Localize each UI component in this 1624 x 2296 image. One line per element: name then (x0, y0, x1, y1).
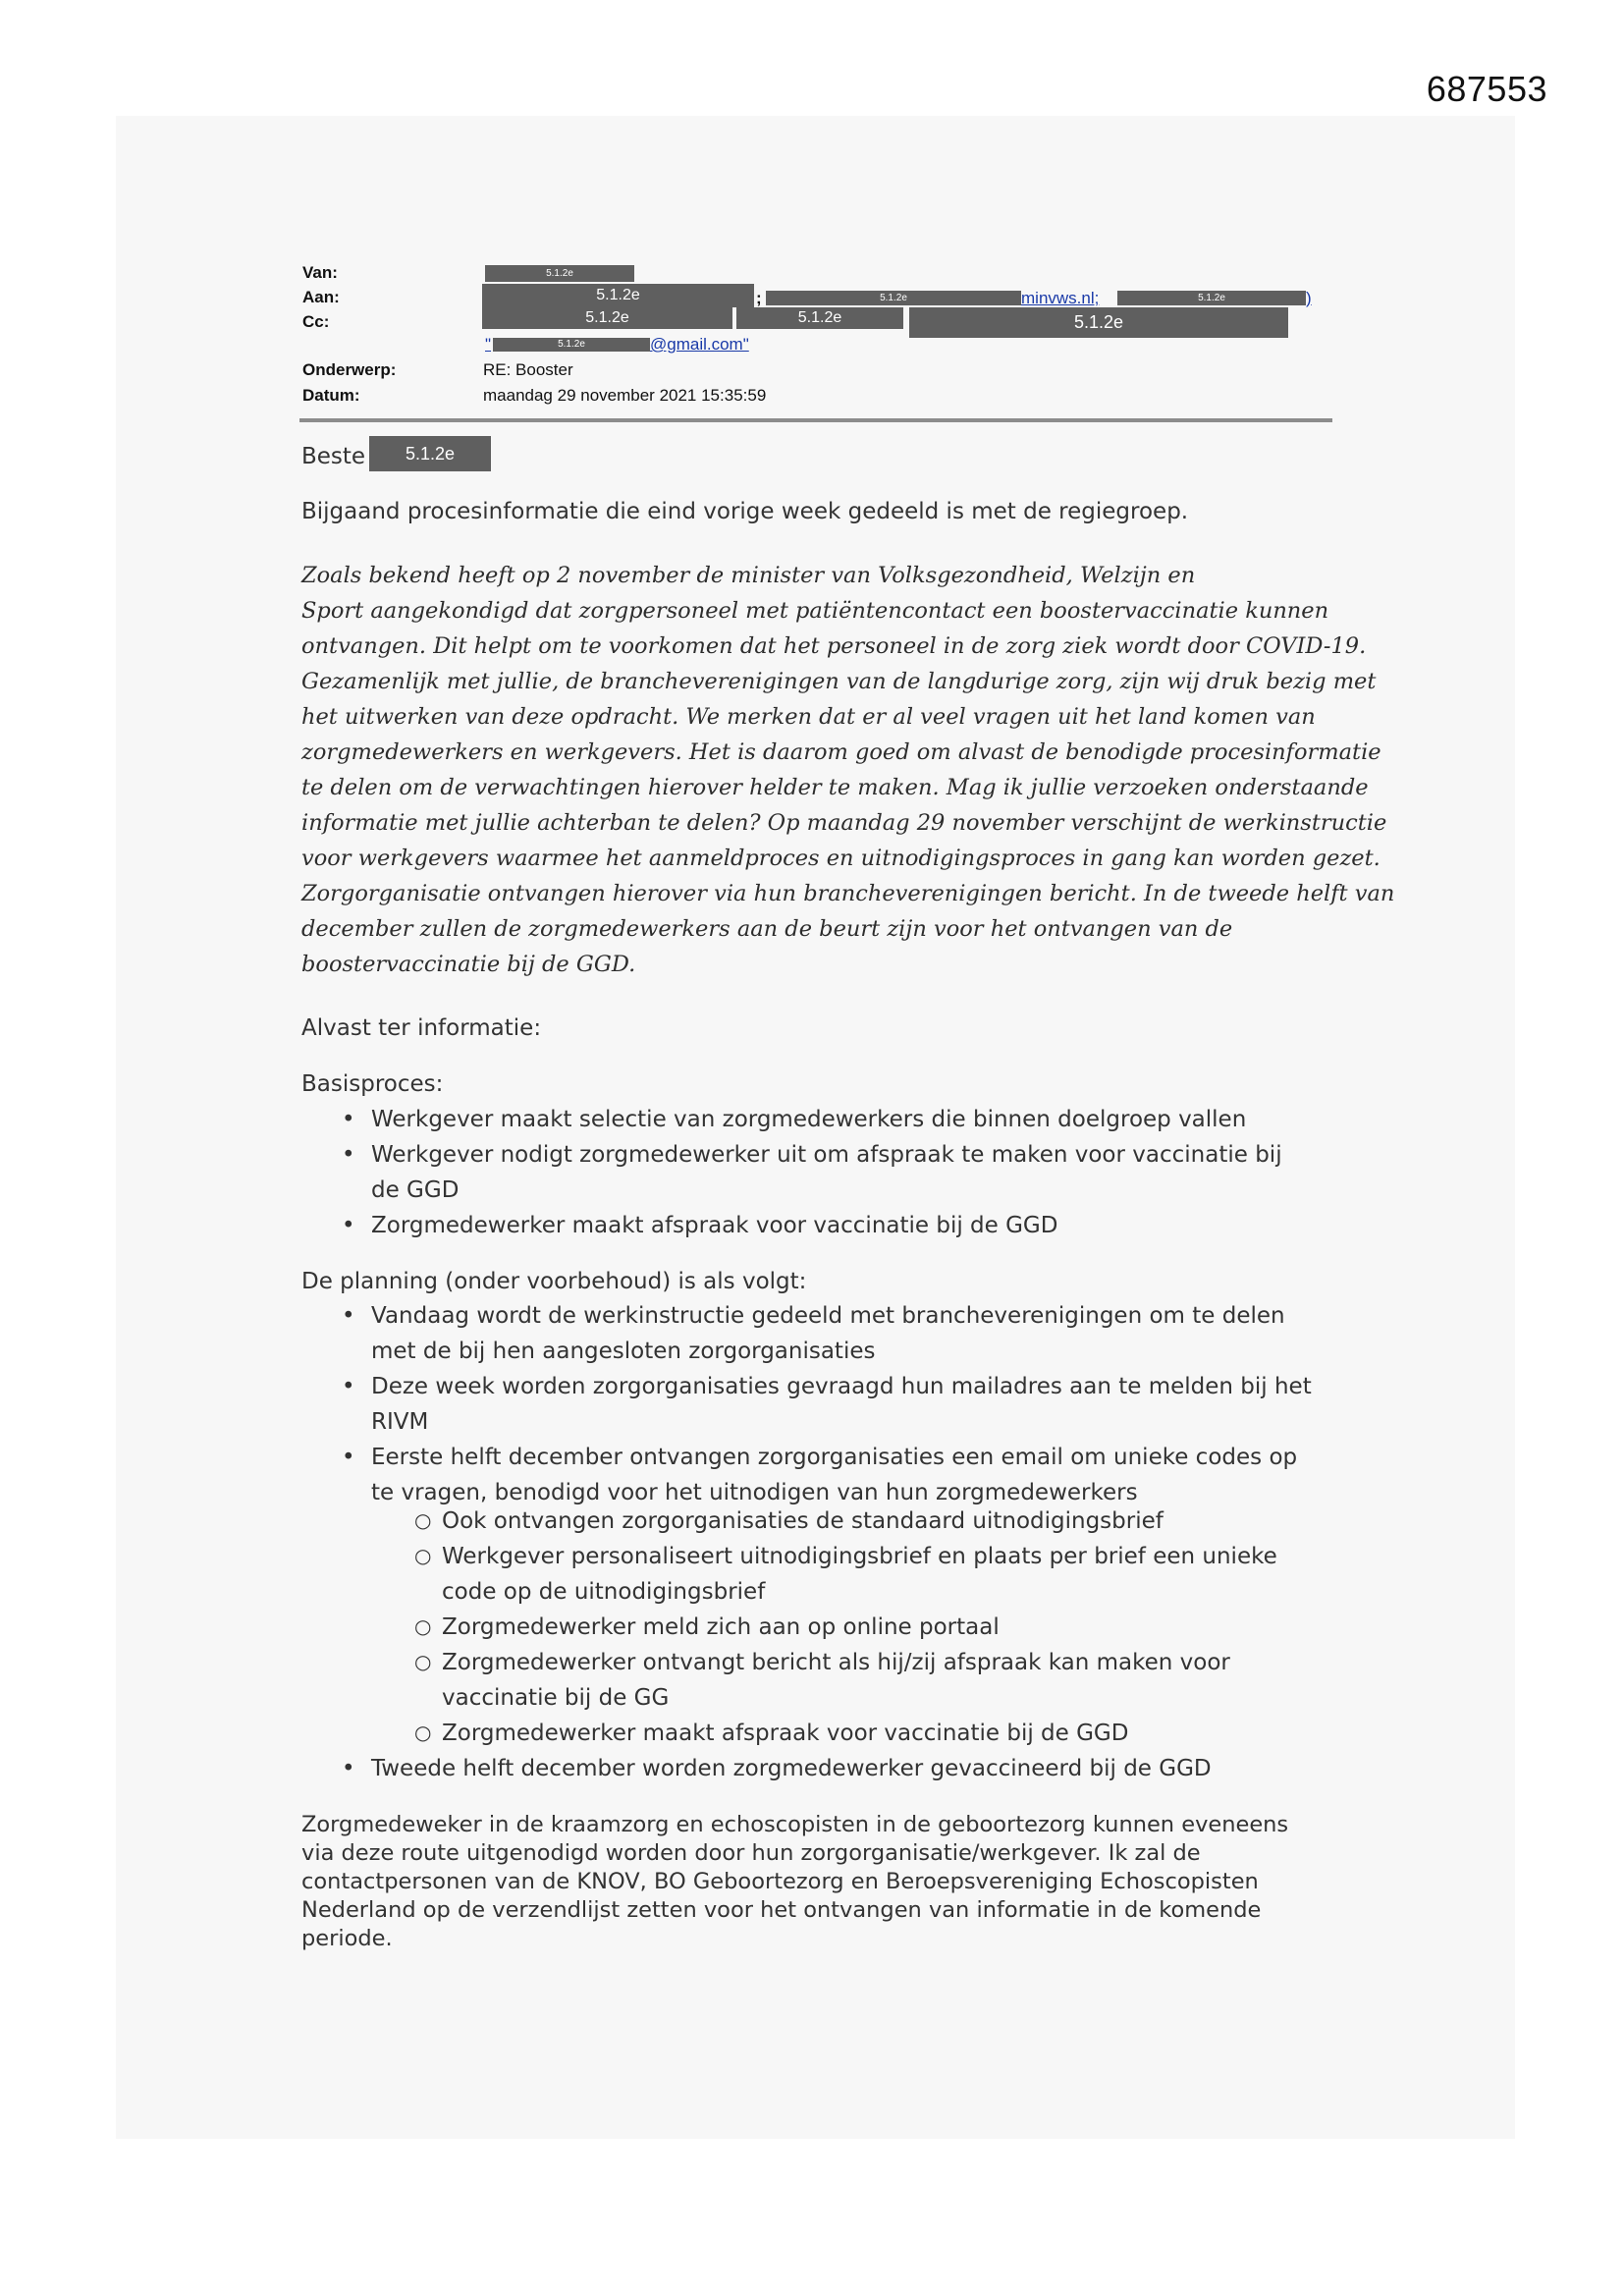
italic-line: ontvangen. Dit helpt om te voorkomen dat het personeel in de zorg ziek wordt door COVID-19. (301, 633, 1367, 659)
aan-label: Aan: (302, 288, 340, 306)
cc-email-link[interactable]: @gmail.com" (650, 335, 749, 354)
italic-paragraph (301, 558, 1395, 982)
sub-list-item: ○ Zorgmedewerker ontvangt bericht als hij/zij afspraak kan maken voor vaccinatie bij de GG (442, 1645, 1326, 1716)
list-item: • Eerste helft december ontvangen zorgorganisaties een email om unieke codes op te vragen, benodigd voor het uitnodigen van hun zorgmedewerkers (371, 1440, 1333, 1510)
italic-line: te delen om de verwachtingen hierover helder te maken. Mag ik jullie verzoeken onderstaande (301, 775, 1369, 800)
redaction-cc-3: 5.1.2e (909, 307, 1288, 338)
aan-separator: ; (756, 289, 762, 307)
cc-quote-open: " (485, 335, 492, 354)
onderwerp-label: Onderwerp: (302, 360, 397, 379)
circle-bullet-icon: ○ (414, 1721, 432, 1744)
circle-bullet-icon: ○ (414, 1544, 432, 1567)
van-label: Van: (302, 263, 338, 282)
italic-line: informatie met jullie achterban te delen? Op maandag 29 november verschijnt de werkinstructie (301, 810, 1387, 836)
redaction-cc-4: 5.1.2e (493, 338, 650, 352)
list-item: • Werkgever maakt selectie van zorgmedewerkers die binnen doelgroep vallen (371, 1102, 1333, 1137)
list-item: • Vandaag wordt de werkinstructie gedeeld met brancheverenigingen om te delen met de bij hen aangesloten zorgorganisaties (371, 1298, 1333, 1369)
datum-label: Datum: (302, 386, 360, 405)
redaction-cc-1: 5.1.2e (482, 307, 732, 329)
cc-label: Cc: (302, 312, 330, 331)
circle-bullet-icon: ○ (414, 1508, 432, 1532)
datum-value: maandag 29 november 2021 15:35:59 (483, 386, 767, 405)
redaction-greeting: 5.1.2e (369, 436, 491, 471)
bullet-icon: • (342, 1303, 355, 1329)
sub-list-item: ○ Werkgever personaliseert uitnodigingsbrief en plaats per brief een unieke code op de uitnodigingsbrief (442, 1539, 1326, 1610)
sub-list-item: ○ Zorgmedewerker meld zich aan op online portaal (442, 1610, 1326, 1645)
closing-paragraph: Zorgmedeweker in de kraamzorg en echoscopisten in de geboortezorg kunnen eveneens via deze route uitgenodigd worden door hun zorgorganisatie/werkgever. Ik zal de contactpersonen van de KNOV, BO Geboortezorg en Beroepsvereniging Echoscopisten Nederland op de verzendlijst zetten voor het ontvangen van informatie in de komende periode. (301, 1812, 1289, 1951)
italic-line: Sport aangekondigd dat zorgpersoneel met patiëntencontact een boostervaccinatie kunnen (301, 598, 1329, 624)
redaction-aan-2: 5.1.2e (766, 291, 1021, 305)
italic-line: Gezamenlijk met jullie, de brancheverenigingen van de langdurige zorg, zijn wij druk bezig met (301, 669, 1377, 694)
sub-list-item: ○ Ook ontvangen zorgorganisaties de standaard uitnodigingsbrief (442, 1503, 1326, 1539)
redaction-aan-1: 5.1.2e (482, 284, 754, 307)
italic-line: Zorgorganisatie ontvangen hierover via hun brancheverenigingen bericht. In de tweede helft van (301, 881, 1395, 906)
bullet-icon: • (342, 1374, 355, 1399)
onderwerp-value: RE: Booster (483, 360, 573, 379)
document-id: 687553 (1426, 69, 1547, 109)
list-item: • Zorgmedewerker maakt afspraak voor vaccinatie bij de GGD (371, 1208, 1333, 1243)
intro-text: Bijgaand procesinformatie die eind vorige week gedeeld is met de regiegroep. (301, 499, 1189, 524)
basisproces-heading: Basisproces: (301, 1071, 444, 1097)
italic-line: voor werkgevers waarmee het aanmeldproces en uitnodigingsproces in gang kan worden gezet. (301, 846, 1380, 871)
italic-line: Zoals bekend heeft op 2 november de minister van Volksgezondheid, Welzijn en (301, 563, 1196, 588)
greeting: Beste (301, 444, 366, 469)
circle-bullet-icon: ○ (414, 1650, 432, 1673)
list-item: • Deze week worden zorgorganisaties gevraagd hun mailadres aan te melden bij het RIVM (371, 1369, 1333, 1440)
list-item: • Tweede helft december worden zorgmedewerker gevaccineerd bij de GGD (371, 1751, 1333, 1786)
italic-line: zorgmedewerkers en werkgevers. Het is daarom goed om alvast de benodigde procesinformatie (301, 739, 1381, 765)
header-separator (299, 418, 1332, 422)
sub-list-item: ○ Zorgmedewerker maakt afspraak voor vaccinatie bij de GGD (442, 1716, 1326, 1751)
redaction-cc-2: 5.1.2e (736, 307, 903, 329)
bullet-icon: • (342, 1213, 355, 1238)
italic-line: het uitwerken van deze opdracht. We merken dat er al veel vragen uit het land komen van (301, 704, 1316, 730)
bullet-icon: • (342, 1107, 355, 1132)
bullet-icon: • (342, 1142, 355, 1168)
list-item: • Werkgever nodigt zorgmedewerker uit om afspraak te maken voor vaccinatie bij de GGD (371, 1137, 1333, 1208)
aan-email-link[interactable]: minvws.nl; (1021, 289, 1100, 307)
alvast-heading: Alvast ter informatie: (301, 1015, 542, 1041)
aan-close: ) (1306, 289, 1312, 307)
italic-line: december zullen de zorgmedewerkers aan de beurt zijn voor het ontvangen van de (301, 916, 1233, 942)
circle-bullet-icon: ○ (414, 1614, 432, 1638)
planning-heading: De planning (onder voorbehoud) is als volgt: (301, 1269, 807, 1294)
redaction-van: 5.1.2e (485, 265, 634, 282)
redaction-aan-3: 5.1.2e (1117, 291, 1306, 305)
bullet-icon: • (342, 1445, 355, 1470)
italic-line: boostervaccinatie bij de GGD. (301, 952, 636, 977)
bullet-icon: • (342, 1756, 355, 1781)
